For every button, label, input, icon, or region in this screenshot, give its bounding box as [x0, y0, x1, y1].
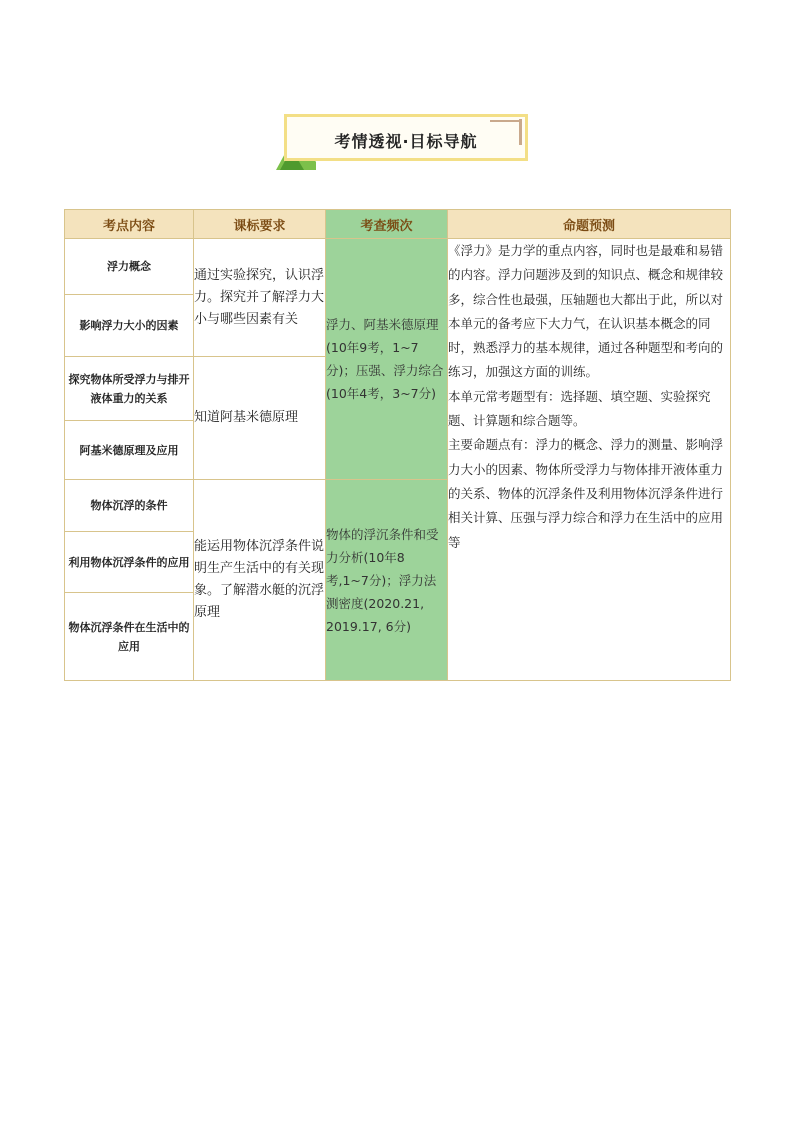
topic-cell: 物体沉浮条件在生活中的应用 — [65, 593, 194, 681]
prediction-paragraph: 《浮力》是力学的重点内容，同时也是最难和易错的内容。浮力问题涉及到的知识点、概念和规律较多，综合性也最强，压轴题也大都出于此，所以对本单元的备考应下大力气，在认识基本概念的同时，熟悉浮力的基本规律，通过各种题型和考向的练习，加强这方面的训练。 — [448, 243, 724, 380]
exam-table — [64, 209, 731, 681]
requirement-cell: 通过实验探究，认识浮力。探究并了解浮力大小与哪些因素有关 — [194, 239, 326, 357]
topic-cell: 利用物体沉浮条件的应用 — [65, 532, 194, 593]
prediction-cell — [448, 239, 731, 681]
banner-title: 考情透视·目标导航 — [334, 132, 478, 151]
header-topic: 考点内容 — [65, 210, 194, 239]
prediction-paragraph: 主要命题点有：浮力的概念、浮力的测量、影响浮力大小的因素、物体所受浮力与物体排开液体重力的关系、物体的沉浮条件及利用物体沉浮条件进行相关计算、压强与浮力综合和浮力在生活中的应用等 — [448, 437, 724, 550]
requirement-cell: 能运用物体沉浮条件说明生产生活中的有关现象。了解潜水艇的沉浮原理 — [194, 480, 326, 681]
topic-cell: 物体沉浮的条件 — [65, 480, 194, 532]
header-frequency: 考查频次 — [326, 210, 448, 239]
prediction-paragraph: 本单元常考题型有：选择题、填空题、实验探究题、计算题和综合题等。 — [448, 388, 711, 429]
banner-decoration — [490, 120, 520, 122]
banner-decoration — [519, 119, 522, 145]
topic-cell: 浮力概念 — [65, 239, 194, 295]
header-requirement: 课标要求 — [194, 210, 326, 239]
requirement-cell: 知道阿基米德原理 — [194, 357, 326, 480]
header-prediction: 命题预测 — [448, 210, 731, 239]
frequency-cell: 物体的浮沉条件和受力分析(10年8考,1~7分)；浮力法测密度(2020.21, 2019.17, 6分) — [326, 480, 448, 681]
topic-cell: 影响浮力大小的因素 — [65, 295, 194, 357]
frequency-cell: 浮力、阿基米德原理(10年9考，1~7分)；压强、浮力综合(10年4考，3~7分) — [326, 239, 448, 480]
topic-cell: 探究物体所受浮力与排开液体重力的关系 — [65, 357, 194, 421]
section-banner — [276, 112, 534, 172]
topic-cell: 阿基米德原理及应用 — [65, 421, 194, 480]
